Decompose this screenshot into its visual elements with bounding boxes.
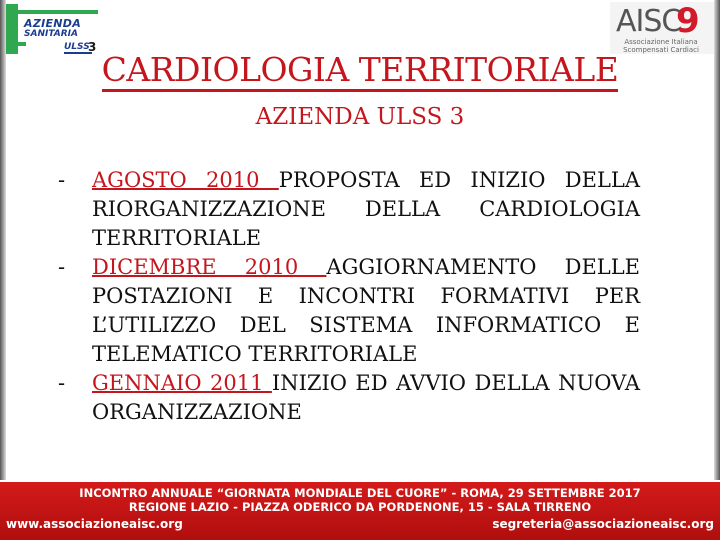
timeline-list bbox=[58, 166, 640, 427]
list-bullet: - bbox=[58, 255, 66, 279]
list-item-date: DICEMBRE 2010 bbox=[92, 255, 327, 279]
aisc-logo-subtitle: Associazione Italiana Scompensati Cardiaci bbox=[623, 38, 699, 54]
logo-text-ulss: ULSS bbox=[64, 42, 90, 52]
list-item-text: AGGIORNAMENTO DELLE POSTAZIONI E INCONTRI FORMATIVI PER L’UTILIZZO DEL SISTEMA INFORMATICO E TELEMATICO TERRITORIALE bbox=[92, 255, 640, 366]
footer-banner bbox=[0, 482, 720, 540]
footer-venue-line: REGIONE LAZIO - PIAZZA ODERICO DA PORDENONE, 15 - SALA TIRRENO bbox=[128, 500, 592, 514]
slide-subtitle: AZIENDA ULSS 3 bbox=[255, 104, 465, 130]
list-item bbox=[58, 369, 640, 427]
footer-website-link[interactable]: www.associazioneaisc.org bbox=[6, 517, 183, 531]
azienda-sanitaria-logo bbox=[6, 4, 102, 54]
slide-title bbox=[0, 50, 720, 89]
logo-text-azienda: AZIENDA bbox=[24, 17, 82, 30]
footer-event-line: INCONTRO ANNUALE “GIORNATA MONDIALE DEL CUORE” - ROMA, 29 SETTEMBRE 2017 bbox=[79, 486, 641, 500]
list-item bbox=[58, 166, 640, 253]
slide-title-text: CARDIOLOGIA TERRITORIALE bbox=[102, 50, 619, 92]
list-item-text: INIZIO ED AVVIO DELLA NUOVA ORGANIZZAZIONE bbox=[92, 371, 640, 424]
logo-green-stripe bbox=[6, 10, 98, 14]
aisc-heart-mark: 9 bbox=[676, 1, 700, 41]
logo-text-sanitaria: SANITARIA bbox=[24, 29, 78, 39]
aisc-logo bbox=[610, 2, 714, 54]
list-item-date: GENNAIO 2011 bbox=[92, 371, 272, 395]
footer-email-link[interactable]: segreteria@associazioneaisc.org bbox=[492, 517, 714, 531]
list-bullet: - bbox=[58, 371, 66, 395]
aisc-logo-text: AISC bbox=[616, 4, 682, 39]
logo-green-stripe-lower bbox=[6, 42, 26, 46]
list-item-text: PROPOSTA ED INIZIO DELLA RIORGANIZZAZIONE DELLA CARDIOLOGIA TERRITORIALE bbox=[92, 168, 640, 250]
list-item bbox=[58, 253, 640, 369]
list-item-date: AGOSTO 2010 bbox=[92, 168, 279, 192]
list-bullet: - bbox=[58, 168, 66, 192]
logo-text-ulss-number: 3 bbox=[88, 40, 97, 54]
